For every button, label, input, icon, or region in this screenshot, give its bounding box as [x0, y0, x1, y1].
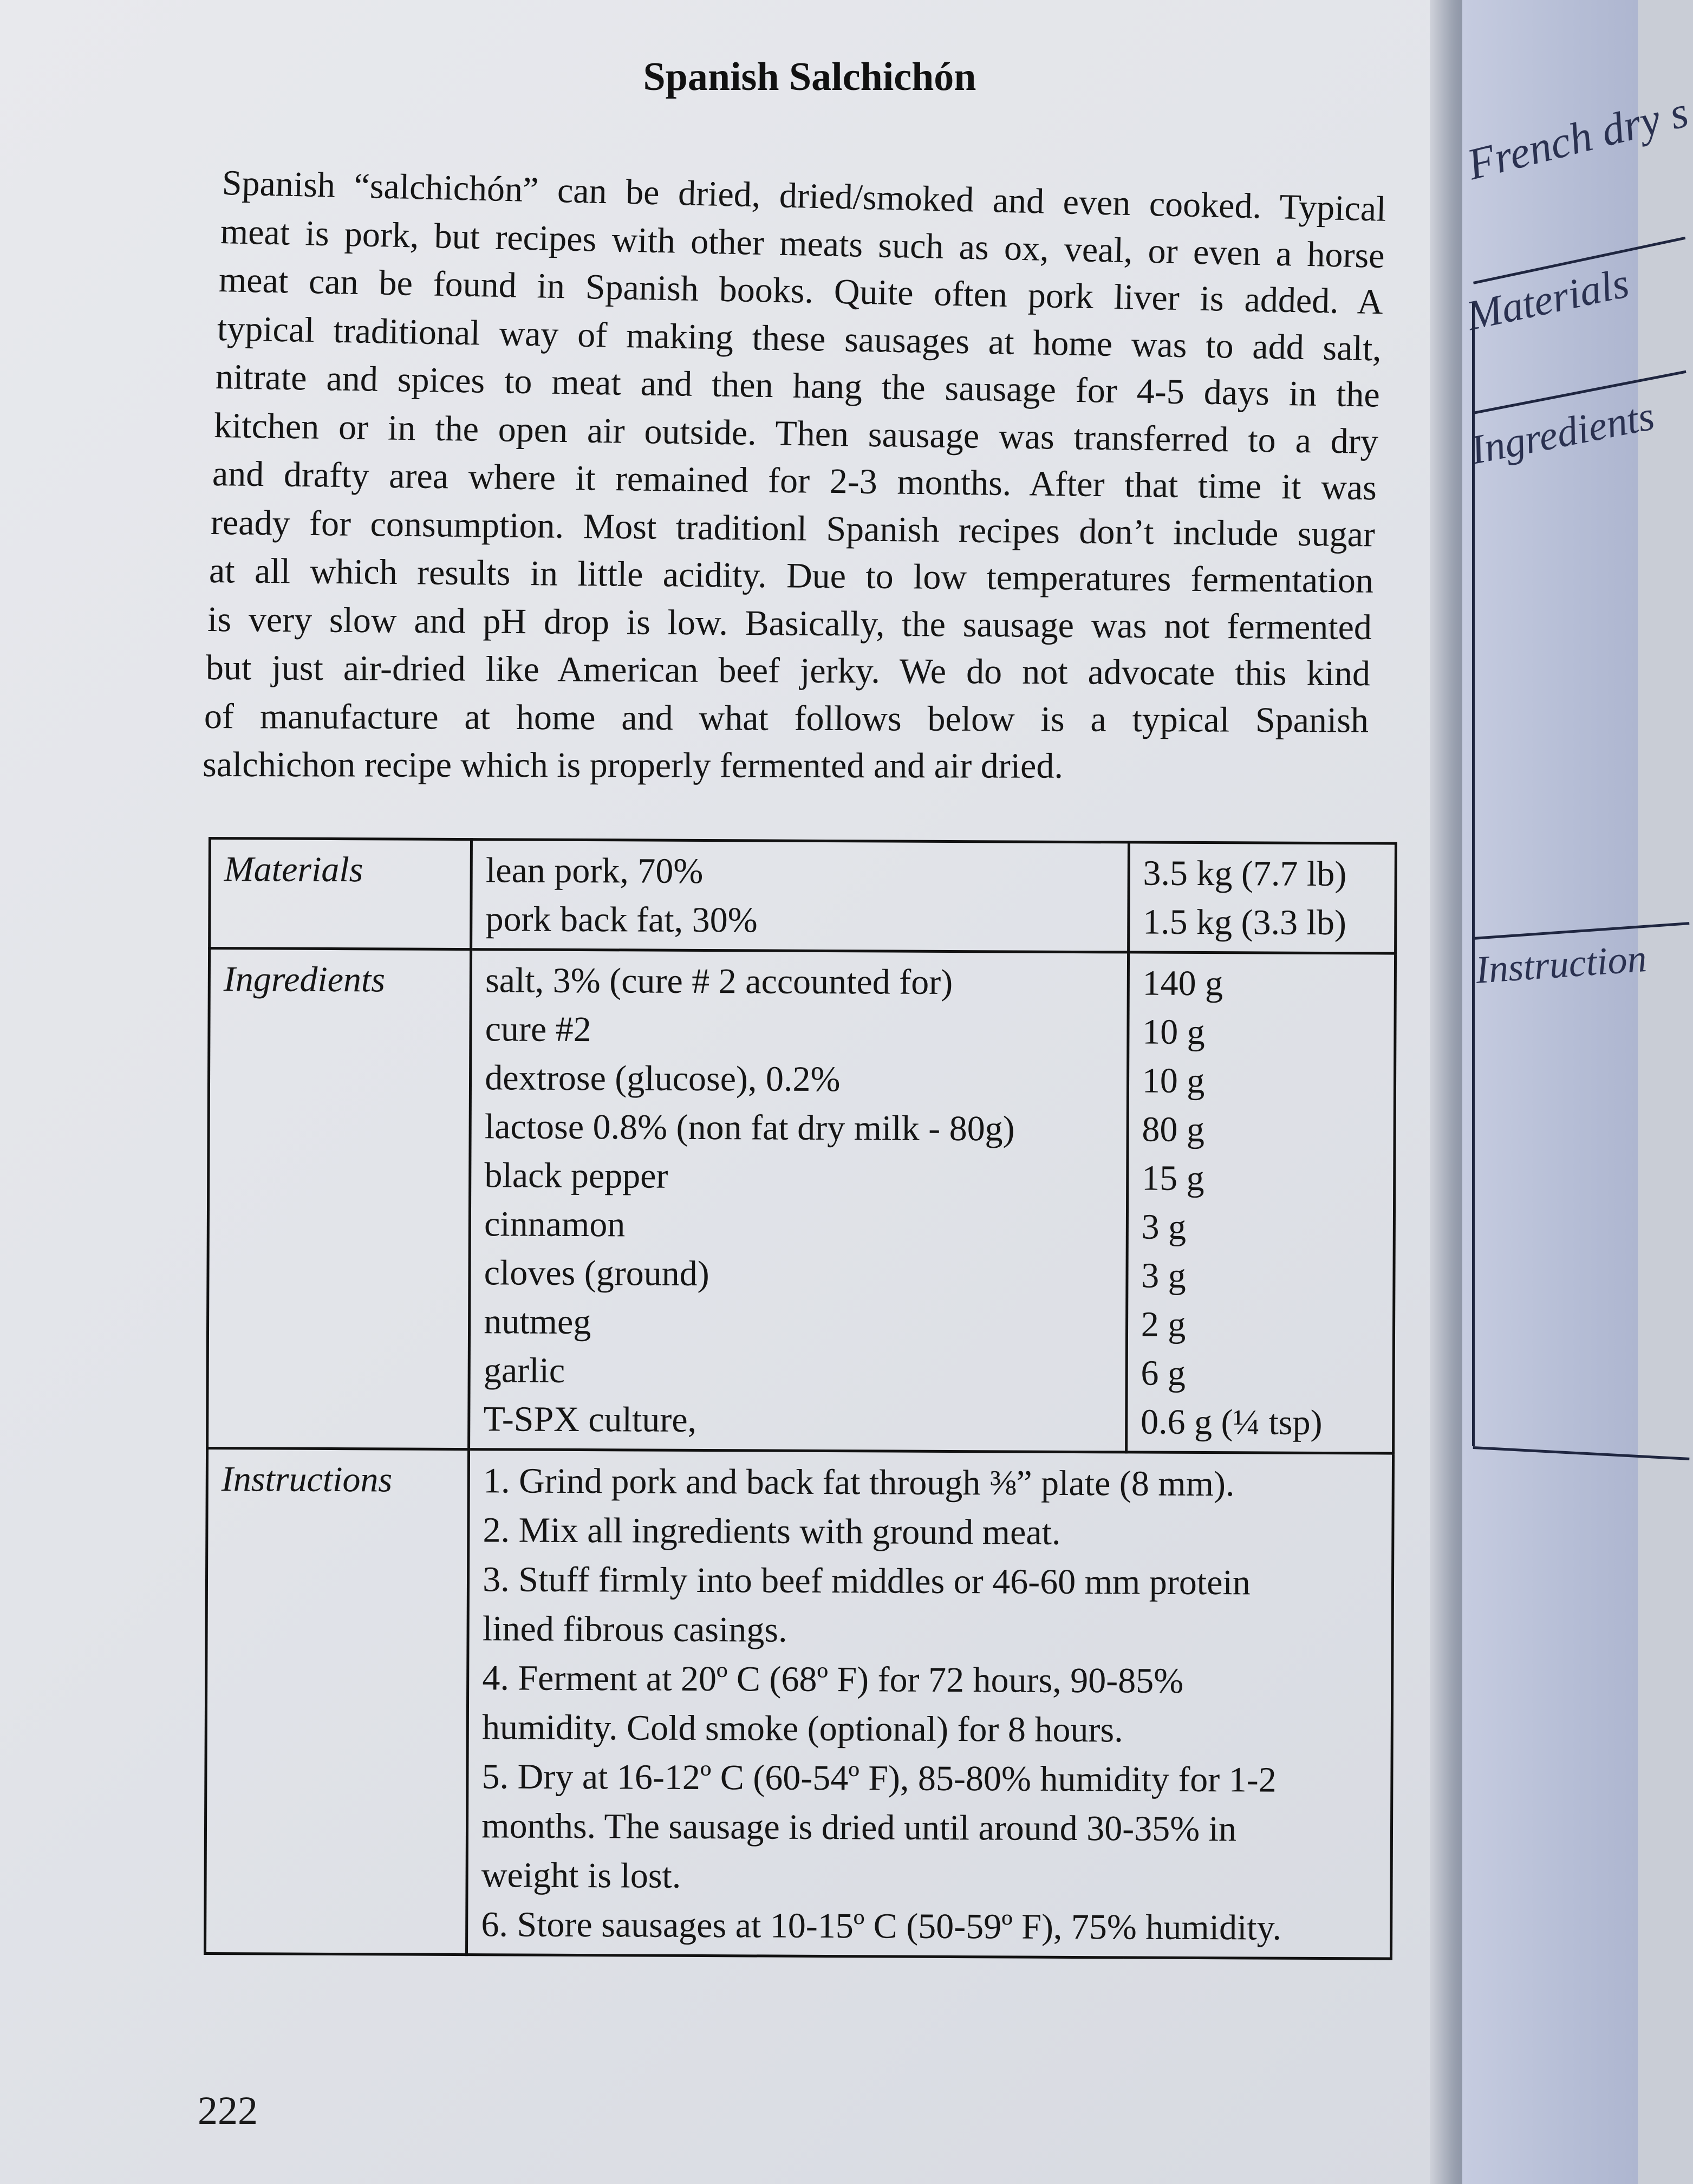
- intro-line: salchichon recipe which is properly fermented and air dried.: [202, 745, 1063, 786]
- instruction-line: months. The sausage is dried until around 30-35% in: [481, 1806, 1237, 1849]
- ingredient-item: T-SPX culture,: [483, 1399, 697, 1440]
- ingredient-amount: 80 g: [1142, 1109, 1205, 1150]
- instruction-line: humidity. Cold smoke (optional) for 8 hours.: [481, 1707, 1123, 1750]
- instructions-steps: [467, 1450, 1394, 1959]
- ingredient-amount: 10 g: [1142, 1012, 1205, 1052]
- ingredients-items: [469, 950, 1129, 1452]
- ingredient-amount: 10 g: [1142, 1061, 1205, 1101]
- intro-line: ready for consumption. Most traditionl Spanish recipes don’t include sugar: [210, 502, 1376, 555]
- ingredient-amount: 15 g: [1141, 1158, 1204, 1199]
- ingredient-amount: 2 g: [1141, 1304, 1186, 1344]
- facing-instructions-label: Instruction: [1474, 936, 1648, 992]
- facing-table-line: [1473, 1446, 1690, 1460]
- materials-label: Materials: [210, 838, 472, 950]
- ingredient-amount: 6 g: [1141, 1353, 1186, 1393]
- facing-ingredients-label: Ingredients: [1467, 393, 1658, 473]
- materials-amounts: [1128, 842, 1396, 953]
- ingredient-item: garlic: [483, 1350, 565, 1390]
- facing-materials-label: Materials: [1462, 258, 1633, 340]
- intro-line: typical traditional way of making these sausages at home was to add salt,: [217, 308, 1382, 369]
- ingredient-item: lactose 0.8% (non fat dry milk - 80g): [484, 1107, 1015, 1149]
- intro-line: Spanish “salchichón” can be dried, dried/smoked and even cooked. Typical: [222, 163, 1387, 229]
- ingredient-amount: 3 g: [1141, 1207, 1187, 1247]
- intro-line: of manufacture at home and what follows below is a typical Spanish: [204, 696, 1369, 740]
- intro-line: kitchen or in the open air outside. Then sausage was transferred to a dry: [213, 405, 1379, 461]
- ingredient-item: cure #2: [485, 1009, 591, 1050]
- ingredient-amount: 140 g: [1142, 963, 1223, 1004]
- book-page-right-partial: [1462, 0, 1693, 2184]
- intro-line: but just air-dried like American beef jerky. We do not advocate this kind: [205, 648, 1371, 694]
- material-item: lean pork, 70%: [485, 850, 704, 891]
- ingredient-item: black pepper: [484, 1155, 668, 1196]
- instruction-line: 6. Store sausages at 10-15º C (50-59º F), 75% humidity.: [481, 1904, 1282, 1948]
- instruction-line: lined fibrous casings.: [482, 1609, 787, 1650]
- instructions-label: Instructions: [205, 1448, 469, 1955]
- ingredients-label: Ingredients: [207, 948, 471, 1450]
- instruction-line: 2. Mix all ingredients with ground meat.: [483, 1510, 1061, 1552]
- ingredient-item: dextrose (glucose), 0.2%: [485, 1058, 841, 1100]
- intro-line: nitrate and spices to meat and then hang the sausage for 4-5 days in the: [215, 357, 1381, 415]
- ingredient-amount: 0.6 g (¼ tsp): [1140, 1402, 1323, 1442]
- facing-table-line: [1473, 922, 1689, 940]
- instruction-line: 3. Stuff firmly into beef middles or 46-60 mm protein: [483, 1559, 1251, 1603]
- instruction-line: 1. Grind pork and back fat through ⅜” plate (8 mm).: [483, 1461, 1235, 1504]
- intro-line: and drafty area where it remained for 2-3 months. After that time it was: [212, 454, 1377, 508]
- instruction-line: weight is lost.: [481, 1855, 681, 1896]
- intro-line: is very slow and pH drop is low. Basically, the sausage was not fermented: [207, 599, 1372, 647]
- ingredient-amount: 3 g: [1141, 1256, 1186, 1296]
- instructions-row: [205, 1448, 1394, 1959]
- materials-row: [210, 838, 1396, 954]
- facing-page-title: French dry s: [1462, 87, 1693, 190]
- ingredient-item: nutmeg: [484, 1302, 591, 1342]
- intro-line: meat can be found in Spanish books. Quite often pork liver is added. A: [218, 260, 1384, 322]
- ingredient-item: cinnamon: [484, 1204, 626, 1245]
- ingredient-item: cloves (ground): [484, 1253, 709, 1294]
- intro-line: meat is pork, but recipes with other meats such as ox, veal, or even a horse: [220, 211, 1385, 276]
- intro-line: at all which results in little acidity. Due to low temperatures fermentation: [209, 551, 1374, 601]
- facing-table-border: [1472, 303, 1475, 1446]
- material-amount: 3.5 kg (7.7 lb): [1143, 853, 1347, 894]
- recipe-table-container: [204, 837, 1397, 1955]
- ingredients-row: [207, 948, 1396, 1454]
- recipe-table: [204, 837, 1397, 1960]
- material-item: pork back fat, 30%: [485, 899, 758, 940]
- instruction-line: 5. Dry at 16-12º C (60-54º F), 85-80% humidity for 1-2: [481, 1757, 1277, 1800]
- instruction-line: 4. Ferment at 20º C (68º F) for 72 hours, 90-85%: [482, 1658, 1184, 1701]
- page-number: 222: [198, 2089, 258, 2133]
- page-title: Spanish Salchichón: [643, 55, 976, 99]
- ingredient-item: salt, 3% (cure # 2 accounted for): [485, 960, 953, 1002]
- material-amount: 1.5 kg (3.3 lb): [1142, 902, 1347, 943]
- materials-items: [471, 840, 1129, 952]
- ingredients-amounts: [1126, 952, 1395, 1453]
